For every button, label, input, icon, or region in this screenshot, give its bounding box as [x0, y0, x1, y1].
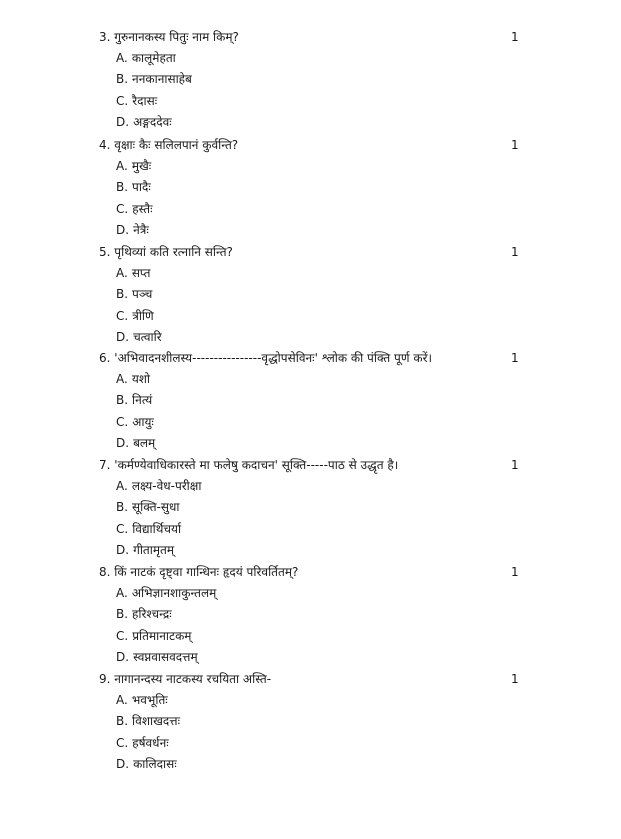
question-number: 3. [99, 30, 111, 44]
question-text [99, 241, 233, 263]
question-number: 5. [99, 245, 111, 259]
option-text: हरिश्चन्द्रः [132, 607, 172, 622]
question-number: 6. [99, 351, 111, 365]
question-body: 'कर्मण्येवाधिकारस्ते मा फलेषु कदाचन' सूक्ति-----पाठ से उद्धृत है। [114, 458, 399, 472]
question-line [0, 561, 621, 583]
question-marks: 1 [511, 351, 519, 365]
option-label: B. [116, 180, 129, 195]
option-label: D. [116, 435, 130, 450]
option-text: त्रीणि [132, 308, 154, 323]
question-line [0, 668, 621, 690]
option-text: चत्वारि [133, 329, 162, 344]
question-marks: 1 [511, 672, 519, 686]
option-item [0, 156, 621, 177]
option-text: रैदासः [132, 93, 158, 108]
option-text: गीतामृतम् [133, 542, 175, 557]
option-text: ननकानासाहेब [132, 72, 192, 87]
option-label: A. [116, 479, 128, 493]
question-marks: 1 [511, 565, 519, 579]
question-body: पृथिव्यां कति रत्नानि सन्ति? [114, 245, 233, 259]
option-item [0, 263, 621, 284]
option-item [0, 711, 621, 732]
option-label: C. [116, 735, 129, 750]
option-label: A. [116, 372, 128, 386]
option-text: पञ्च [132, 287, 153, 302]
option-text: आयुः [132, 414, 154, 429]
option-item [0, 754, 621, 775]
option-text: यशो [131, 372, 151, 386]
question-block [0, 668, 621, 775]
question-line [0, 241, 621, 263]
option-item [0, 583, 621, 604]
option-text: सूक्ति-सुधा [132, 500, 180, 515]
option-label: B. [116, 714, 129, 729]
question-body: गुरुनानकस्य पितुः नाम किम्? [114, 30, 239, 44]
question-number: 7. [99, 458, 111, 472]
option-item [0, 390, 621, 411]
option-label: D. [116, 114, 130, 129]
question-body: किं नाटकं दृष्ट्वा गान्धिनः हृदयं परिवर्तितम्? [114, 565, 299, 579]
option-item [0, 733, 621, 754]
question-line [0, 26, 621, 48]
option-item [0, 540, 621, 561]
option-item [0, 48, 621, 69]
question-line [0, 454, 621, 476]
option-label: B. [116, 287, 129, 302]
question-block [0, 134, 621, 241]
option-label: C. [116, 521, 129, 536]
option-item [0, 177, 621, 198]
question-body: 'अभिवादनशीलस्य----------------वृद्धोपसेविनः' श्लोक की पंक्ति पूर्ण करें। [114, 351, 433, 365]
option-label: D. [116, 329, 130, 344]
option-label: A. [116, 693, 128, 707]
question-text [99, 454, 398, 476]
option-item [0, 306, 621, 327]
question-line [0, 134, 621, 156]
question-number: 8. [99, 565, 111, 579]
option-item [0, 476, 621, 497]
question-body: नागानन्दस्य नाटकस्य रचयिता अस्ति- [114, 672, 272, 686]
option-label: C. [116, 201, 129, 216]
option-item [0, 69, 621, 90]
option-text: लक्ष्य-वेध-परीक्षा [131, 479, 202, 493]
option-label: D. [116, 756, 130, 771]
question-block [0, 561, 621, 668]
option-item [0, 199, 621, 220]
option-label: A. [116, 159, 128, 173]
question-marks: 1 [511, 458, 519, 472]
option-text: स्वप्नवासवदत्तम् [133, 649, 198, 664]
question-marks: 1 [511, 138, 519, 152]
option-text: भवभूतिः [131, 693, 168, 707]
option-text: अभिज्ञानशाकुन्तलम् [131, 586, 217, 600]
option-label: B. [116, 500, 129, 515]
option-item [0, 647, 621, 668]
question-text [99, 347, 432, 369]
question-body: वृक्षाः कैः सलिलपानं कुर्वन्ति? [114, 138, 239, 152]
option-item [0, 220, 621, 241]
question-block [0, 454, 621, 561]
question-text [99, 134, 238, 156]
option-label: C. [116, 308, 129, 323]
option-item [0, 690, 621, 711]
question-text [99, 26, 239, 48]
option-item [0, 433, 621, 454]
option-text: विशाखदत्तः [132, 714, 180, 729]
option-item [0, 604, 621, 625]
option-label: D. [116, 222, 130, 237]
option-label: C. [116, 414, 129, 429]
option-text: मुखैः [131, 159, 152, 173]
option-label: A. [116, 51, 128, 65]
option-label: D. [116, 649, 130, 664]
option-item [0, 626, 621, 647]
option-item [0, 519, 621, 540]
option-item [0, 91, 621, 112]
option-item [0, 284, 621, 305]
option-label: B. [116, 607, 129, 622]
option-text: पादैः [132, 180, 151, 195]
option-item [0, 369, 621, 390]
option-text: अङ्गददेवः [133, 114, 172, 129]
option-text: कालिदासः [133, 756, 177, 771]
option-text: विद्यार्थिचर्या [132, 521, 182, 536]
option-text: बलम् [133, 435, 156, 450]
option-item [0, 112, 621, 133]
question-text [99, 668, 271, 690]
question-block [0, 26, 621, 133]
option-item [0, 412, 621, 433]
question-number: 9. [99, 672, 111, 686]
option-text: सप्त [131, 266, 151, 280]
question-line [0, 347, 621, 369]
option-text: नित्यं [132, 393, 153, 408]
option-text: प्रतिमानाटकम् [132, 628, 192, 643]
question-block [0, 241, 621, 348]
option-text: हर्षवर्धनः [132, 735, 169, 750]
option-text: हस्तैः [132, 201, 153, 216]
option-label: B. [116, 72, 129, 87]
option-text: नेत्रैः [133, 222, 149, 237]
question-number: 4. [99, 138, 111, 152]
option-label: A. [116, 586, 128, 600]
option-label: D. [116, 542, 130, 557]
question-marks: 1 [511, 245, 519, 259]
option-label: B. [116, 393, 129, 408]
option-text: कालूमेहता [131, 51, 176, 65]
option-label: C. [116, 628, 129, 643]
option-item [0, 327, 621, 348]
question-marks: 1 [511, 30, 519, 44]
question-text [99, 561, 298, 583]
option-label: A. [116, 266, 128, 280]
option-label: C. [116, 93, 129, 108]
question-block [0, 347, 621, 454]
option-item [0, 497, 621, 518]
